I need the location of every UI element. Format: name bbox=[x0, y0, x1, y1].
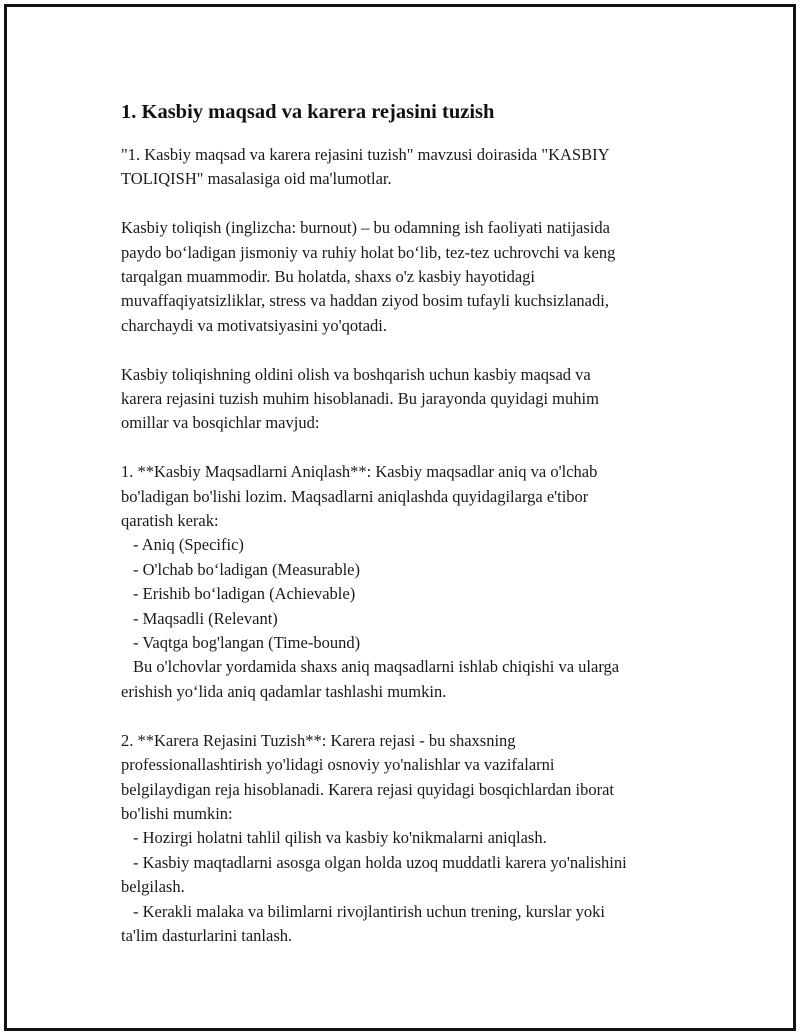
list-item: - Kerakli malaka va bilimlarni rivojlantirish uchun trening, kurslar yoki bbox=[133, 901, 605, 921]
text-line: Kasbiy toliqishning oldini olish va boshqarish uchun kasbiy maqsad va bbox=[121, 364, 591, 384]
text-line: TOLIQISH" masalasiga oid ma'lumotlar. bbox=[121, 169, 392, 189]
burnout-definition-paragraph bbox=[121, 216, 701, 338]
text-line: belgilaydigan reja hisoblanadi. Karera rejasi quyidagi bosqichlardan iborat bbox=[121, 779, 614, 799]
text-line: tarqalgan muammodir. Bu holatda, shaxs o'z kasbiy hayotidagi bbox=[121, 267, 536, 287]
intro-paragraph bbox=[121, 143, 701, 192]
document-body bbox=[121, 99, 701, 973]
text-line: erishish yo‘lida aniq qadamlar tashlashi mumkin. bbox=[121, 681, 447, 701]
text-line: ta'lim dasturlarini tanlash. bbox=[121, 925, 293, 945]
text-line: Kasbiy toliqish (inglizcha: burnout) – bu odamning ish faoliyati natijasida bbox=[121, 218, 610, 238]
document-page bbox=[4, 4, 796, 1031]
list-item: - Vaqtga bog'langan (Time-bound) bbox=[133, 633, 361, 653]
text-line: Bu o'lchovlar yordamida shaxs aniq maqsadlarni ishlab chiqishi va ularga bbox=[133, 657, 620, 677]
list-item: - Erishib bo‘ladigan (Achievable) bbox=[133, 584, 356, 604]
list-item: - Maqsadli (Relevant) bbox=[133, 608, 278, 628]
text-line: paydo bo‘ladigan jismoniy va ruhiy holat bo‘lib, tez-tez uchrovchi va keng bbox=[121, 242, 616, 262]
list-item: - O'lchab bo‘ladigan (Measurable) bbox=[133, 559, 361, 579]
section-goals bbox=[121, 460, 701, 704]
text-line: karera rejasini tuzish muhim hisoblanadi. Bu jarayonda quyidagi muhim bbox=[121, 389, 599, 409]
section-career-plan bbox=[121, 729, 701, 949]
text-line: belgilash. bbox=[121, 877, 185, 897]
prevention-paragraph bbox=[121, 363, 701, 436]
text-line: charchaydi va motivatsiyasini yo'qotadi. bbox=[121, 315, 387, 335]
text-line: omillar va bosqichlar mavjud: bbox=[121, 413, 320, 433]
text-line: 2. **Karera Rejasini Tuzish**: Karera rejasi - bu shaxsning bbox=[121, 730, 516, 750]
text-line: muvaffaqiyatsizliklar, stress va haddan ziyod bosim tufayli kuchsizlanadi, bbox=[121, 291, 609, 311]
list-item: - Hozirgi holatni tahlil qilish va kasbiy ko'nikmalarni aniqlash. bbox=[133, 828, 547, 848]
list-item: - Aniq (Specific) bbox=[133, 535, 244, 555]
text-line: professionallashtirish yo'lidagi osnoviy yo'nalishlar va vazifalarni bbox=[121, 755, 555, 775]
text-line: bo'ladigan bo'lishi lozim. Maqsadlarni aniqlashda quyidagilarga e'tibor bbox=[121, 486, 589, 506]
text-line: "1. Kasbiy maqsad va karera rejasini tuzish" mavzusi doirasida "KASBIY bbox=[121, 145, 610, 164]
list-item: - Kasbiy maqtadlarni asosga olgan holda uzoq muddatli karera yo'nalishini bbox=[133, 852, 627, 872]
text-line: qaratish kerak: bbox=[121, 511, 219, 531]
text-line: bo'lishi mumkin: bbox=[121, 803, 233, 823]
document-title: 1. Kasbiy maqsad va karera rejasini tuzish bbox=[121, 101, 495, 123]
text-line: 1. **Kasbiy Maqsadlarni Aniqlash**: Kasbiy maqsadlar aniq va o'lchab bbox=[121, 462, 598, 482]
